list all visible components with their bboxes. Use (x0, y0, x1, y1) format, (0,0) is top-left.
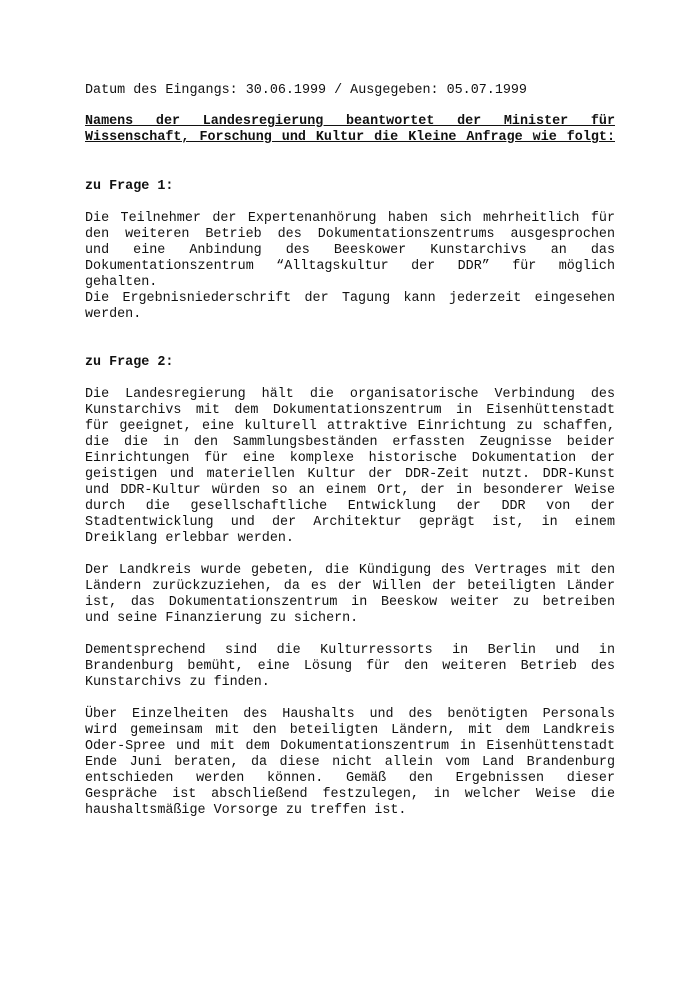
text-line: Oder-Spree und mit dem Dokumentationszentrum in Eisenhüttenstadt (85, 739, 615, 754)
text-line: für geeignet, eine kulturell attraktive Einrichtung zu schaffen, (85, 419, 615, 434)
intro-statement (85, 114, 615, 146)
text-line: Die Landesregierung hält die organisatorische Verbindung des (85, 387, 615, 402)
text-line: Die Teilnehmer der Expertenanhörung haben sich mehrheitlich für (85, 211, 615, 226)
intro-line: Wissenschaft, Forschung und Kultur die Kleine Anfrage wie folgt: (85, 130, 615, 145)
text-line: Kunstarchivs mit dem Dokumentationszentrum in Eisenhüttenstadt (85, 403, 615, 418)
text-line: Gespräche ist abschließend festzulegen, in welcher Weise die (85, 787, 615, 802)
question-1-heading: zu Frage 1: (85, 179, 174, 194)
text-line: Einrichtungen für eine komplexe historische Dokumentation der (85, 451, 615, 466)
text-line: wird gemeinsam mit den beteiligten Ländern, mit dem Landkreis (85, 723, 615, 738)
text-line: Dreiklang erlebbar werden. (85, 531, 294, 546)
text-line: den weiteren Betrieb des Dokumentationszentrums ausgesprochen (85, 227, 615, 242)
question-2-paragraph-4 (85, 707, 615, 819)
text-line: gehalten. (85, 275, 158, 290)
text-line: ist, das Dokumentationszentrum in Beeskow weiter zu betreiben (85, 595, 615, 610)
text-line: Dementsprechend sind die Kulturressorts in Berlin und in (85, 643, 615, 658)
text-line: Stadtentwicklung und der Architektur geprägt ist, in einem (85, 515, 615, 530)
text-line: Der Landkreis wurde gebeten, die Kündigung des Vertrages mit den (85, 563, 615, 578)
text-line: die die in den Sammlungsbeständen erfassten Zeugnisse beider (85, 435, 615, 450)
question-2-paragraph-1 (85, 387, 615, 547)
text-line: werden. (85, 307, 142, 322)
document-page (85, 83, 615, 819)
text-line: Ländern zurückzuziehen, da es der Willen der beteiligten Länder (85, 579, 615, 594)
text-line: geistigen und materiellen Kultur der DDR-Zeit nutzt. DDR-Kunst (85, 467, 615, 482)
intro-line: Namens der Landesregierung beantwortet der Minister für (85, 114, 615, 129)
text-line: Über Einzelheiten des Haushalts und des benötigten Personals (85, 707, 615, 722)
text-line: Dokumentationszentrum “Alltagskultur der DDR” für möglich (85, 259, 615, 274)
text-line: haushaltsmäßige Vorsorge zu treffen ist. (85, 803, 407, 818)
question-2-paragraph-2 (85, 563, 615, 627)
text-line: Die Ergebnisniederschrift der Tagung kann jederzeit eingesehen (85, 291, 615, 306)
question-1-paragraph (85, 211, 615, 323)
question-2-paragraph-3 (85, 643, 615, 691)
text-line: entschieden werden können. Gemäß den Ergebnissen dieser (85, 771, 615, 786)
question-2-heading: zu Frage 2: (85, 355, 174, 370)
text-line: Kunstarchivs zu finden. (85, 675, 270, 690)
text-line: und eine Anbindung des Beeskower Kunstarchivs an das (85, 243, 615, 258)
text-line: und seine Finanzierung zu sichern. (85, 611, 359, 626)
text-line: durch die gesellschaftliche Entwicklung der DDR von der (85, 499, 615, 514)
text-line: Ende Juni beraten, da diese nicht allein vom Land Brandenburg (85, 755, 615, 770)
text-line: und DDR-Kultur würden so an einem Ort, der in besonderer Weise (85, 483, 615, 498)
date-line: Datum des Eingangs: 30.06.1999 / Ausgegeben: 05.07.1999 (85, 83, 527, 98)
text-line: Brandenburg bemüht, eine Lösung für den weiteren Betrieb des (85, 659, 615, 674)
